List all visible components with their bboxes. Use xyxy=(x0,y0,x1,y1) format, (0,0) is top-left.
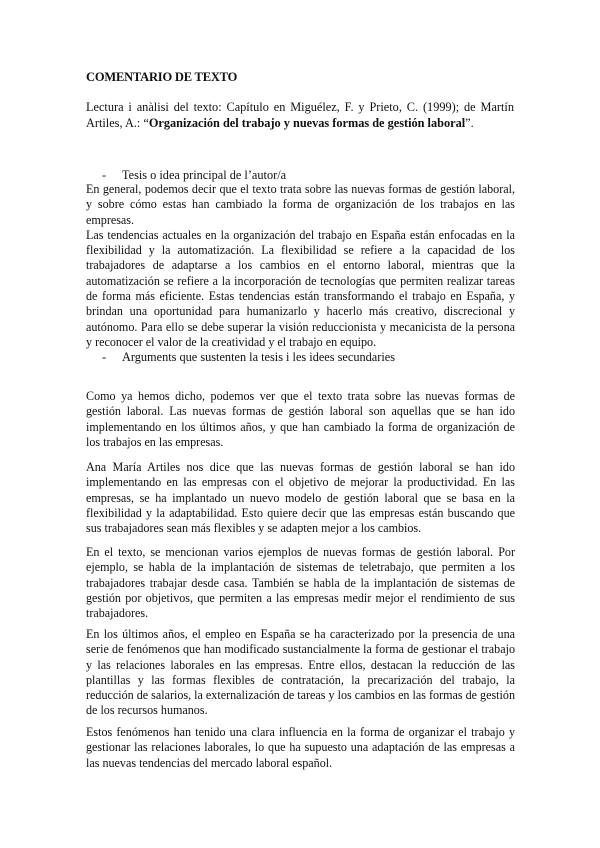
section2-heading-text: Arguments que sustenten la tesis i les idees secundaries xyxy=(122,350,395,364)
section2-para-3 xyxy=(86,545,515,621)
section2-para-4 xyxy=(86,627,515,719)
paragraph: En general, podemos decir que el texto trata sobre las nuevas formas de gestión laboral, y sobre cómo estas han cambiado la forma de organización de los trabajos en las empresas. xyxy=(86,182,515,227)
section1-heading-text: Tesis o idea principal de l’autor/a xyxy=(122,168,287,182)
reference-book-title: Organización del trabajo y nuevas formas de gestión laboral xyxy=(148,115,466,130)
section2-para-1 xyxy=(86,389,515,450)
paragraph: Como ya hemos dicho, podemos ver que el texto trata sobre las nuevas formas de gestión laboral. Las nuevas formas de gestión laboral son aquellas que se han ido implementando en los últimos años, y que han cambiado la forma de organización de los trabajos en las empresas. xyxy=(86,389,515,449)
section2-heading xyxy=(102,350,395,365)
bullet-dash: - xyxy=(102,350,107,364)
bullet-dash: - xyxy=(102,168,107,182)
reference-line xyxy=(86,100,514,131)
paragraph: En los últimos años, el empleo en España se ha caracterizado por la presencia de una serie de fenómenos que han modificado sustancialmente la forma de gestionar el trabajo y las relaciones laborales en las empresas. Entre ellos, destacan la reducción de las plantillas y las formas flexibles de contratación, la precarización del trabajo, la reducción de salarios, la externalización de tareas y los cambios en las formas de gestión de los recursos humanos. xyxy=(86,627,515,718)
paragraph: Las tendencias actuales en la organización del trabajo en España están enfocadas en la flexibilidad y la automatización. La flexibilidad se refiere a la capacidad de los trabajadores de adaptarse a los cambios en el entorno laboral, mientras que la automatización se refiere a la incorporación de tecnologías que permiten realizar tareas de forma más eficiente. Estas tendencias están transformando el trabajo en España, y brindan una oportunidad para humanizarlo y hacerlo más creativo, discrecional y autónomo. Para ello se debe superar la visión reduccionista y mecanicista de la persona y reconocer el valor de la creatividad y el trabajo en equipo. xyxy=(86,227,515,349)
section1-body xyxy=(86,182,515,350)
paragraph: En el texto, se mencionan varios ejemplos de nuevas formas de gestión laboral. Por ejemplo, se habla de la implantación de sistemas de teletrabajo, que permiten a los trabajadores trabajar desde casa. También se habla de la implantación de sistemas de gestión por objetivos, que permiten a las empresas medir mejor el rendimiento de sus trabajadores. xyxy=(86,545,515,621)
paragraph: Estos fenómenos han tenido una clara influencia en la forma de organizar el trabajo y gestionar las relaciones laborales, lo que ha supuesto una adaptación de las empresas a las nuevas tendencias del mercado laboral español. xyxy=(86,725,515,770)
section2-para-2 xyxy=(86,460,515,536)
section2-para-5 xyxy=(86,725,515,771)
paragraph: Ana María Artiles nos dice que las nuevas formas de gestión laboral se han ido implementando en las empresas con el objetivo de mejorar la productividad. En las empresas, se ha implantado un nuevo modelo de gestión laboral que se basa en la flexibilidad y la adaptabilidad. Esto quiere decir que las empresas están buscando que sus trabajadores sean más flexibles y se adapten mejor a los cambios. xyxy=(86,460,515,536)
document-title: COMENTARIO DE TEXTO xyxy=(86,70,238,84)
reference-suffix: ”. xyxy=(465,115,474,130)
section1-heading xyxy=(102,168,286,183)
reference-prefix: Lectura i anàlisi del texto: Capítulo en Miguélez, F. y Prieto, C. (1999); de Martín Artiles, A.: “ xyxy=(86,100,514,130)
